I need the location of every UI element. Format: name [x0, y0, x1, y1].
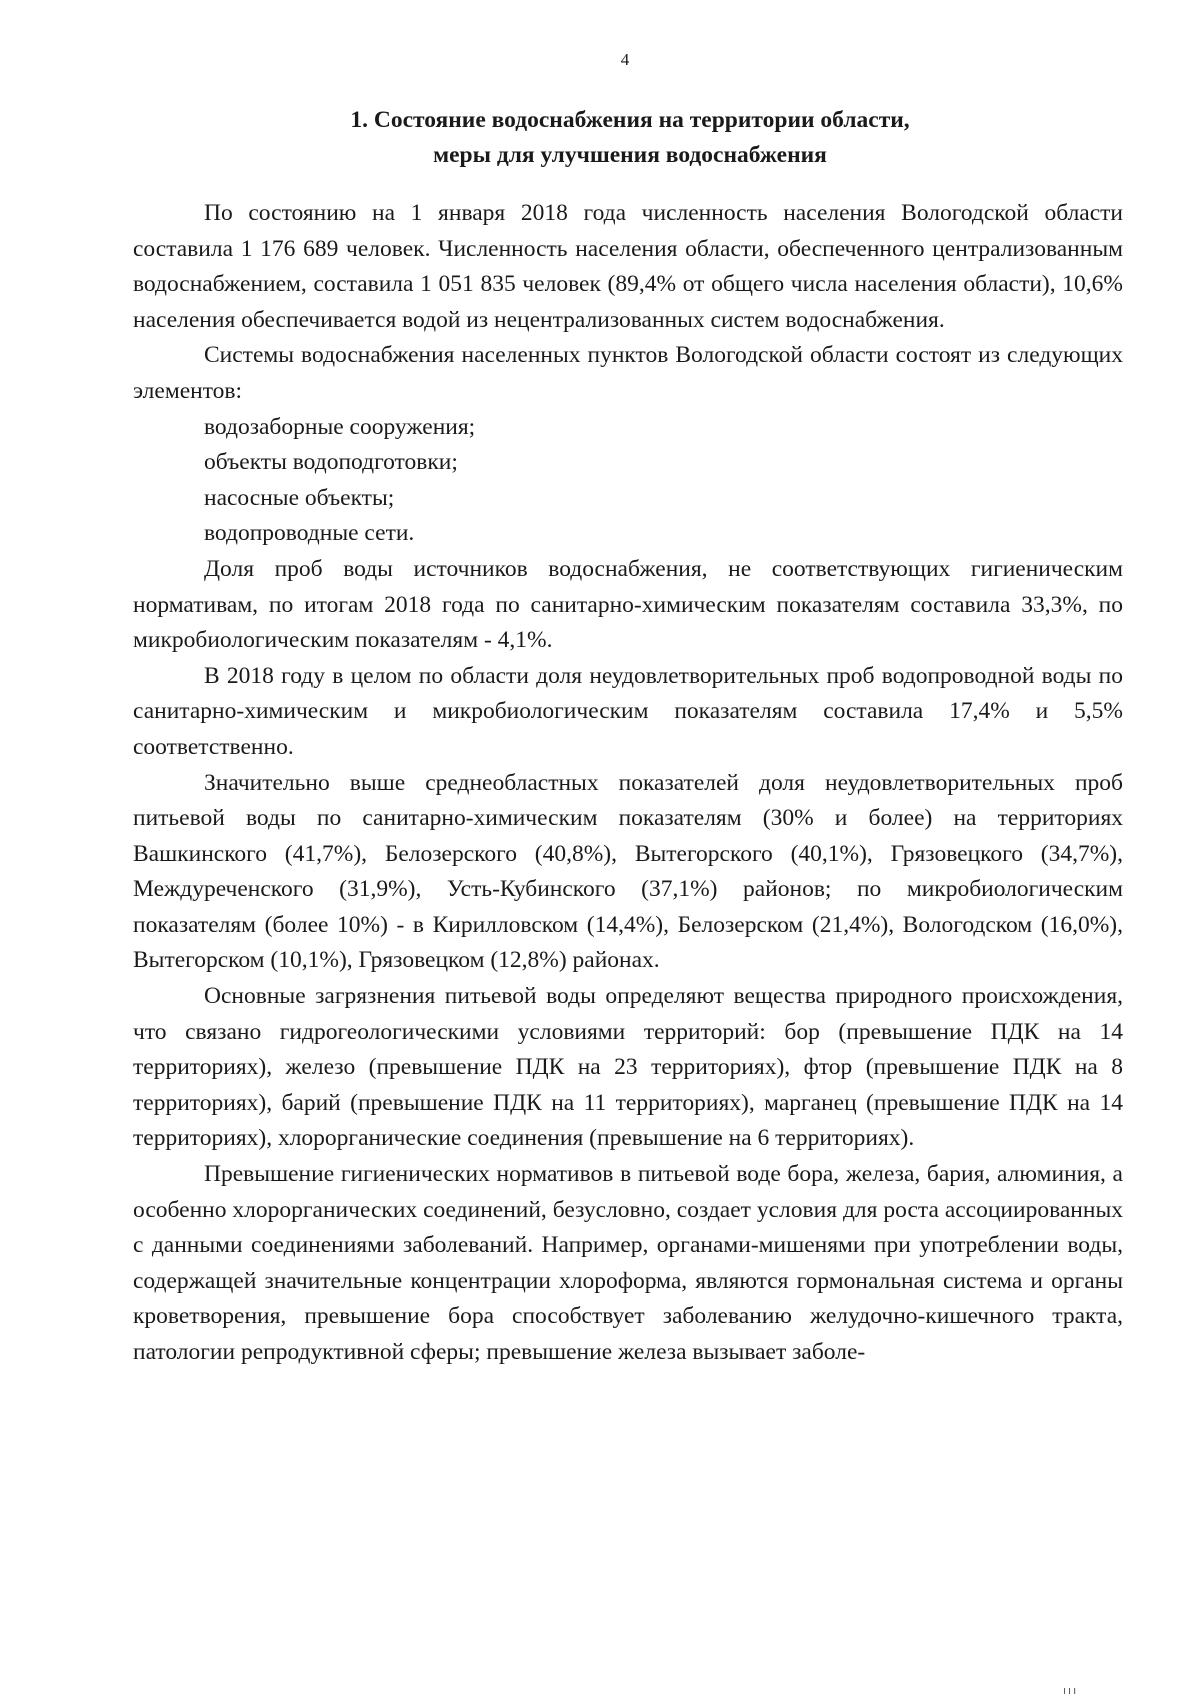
- systems-list: [133, 410, 1123, 552]
- list-item: водозаборные сооружения;: [204, 413, 476, 440]
- paragraph-contaminants: Основные загрязнения питьевой воды определяют вещества природного происхождения, что связано гидрогеологическими условиями территорий: бор (превышение ПДК на 14 территориях), железо (превышение ПДК на 23 территориях), фтор (превышение ПДК на 8 территориях), барий (превышение ПДК на 11 территориях), марганец (превышение ПДК на 14 территориях), хлорорганические соединения (превышение на 6 территориях).: [133, 983, 1123, 1152]
- list-item: объекты водоподготовки;: [204, 449, 458, 476]
- paragraph-health-effects: Превышение гигиенических нормативов в питьевой воде бора, железа, бария, алюминия, а особенно хлорорганических соединений, безусловно, создает условия для роста ассоциированных с данными соединениями заболеваний. Например, органами-мишенями при употреблении воды, содержащей значительные концентрации хлороформа, являются гормональная система и органы кроветворения, превышение бора способствует заболеванию желудочно-кишечного тракта, патологии репродуктивной сферы; превышение железа вызывает заболе-: [133, 1161, 1123, 1365]
- list-item: водопроводные сети.: [204, 520, 415, 547]
- paragraph-districts: Значительно выше среднеобластных показателей доля неудовлетворительных проб питьевой воды по санитарно-химическим показателям (30% и более) на территориях Вашкинского (41,7%), Белозерского (40,8%), Вытегорского (40,1%), Грязовецкого (34,7%), Междуреченского (31,9%), Усть-Кубинского (37,1%) районов; по микробиологическим показателям (более 10%) - в Кирилловском (14,4%), Белозерском (21,4%), Вологодском (16,0%), Вытегорском (10,1%), Грязовецком (12,8%) районах.: [133, 769, 1123, 974]
- paragraph-tap-water: В 2018 году в целом по области доля неудовлетворительных проб водопроводной воды по санитарно-химическим и микробиологическим показателям составила 17,4% и 5,5% соответственно.: [133, 662, 1123, 760]
- paragraph-source-samples: Доля проб воды источников водоснабжения, не соответствующих гигиеническим нормативам, по итогам 2018 года по санитарно-химическим показателям составила 33,3%, по микробиологическим показателям - 4,1%.: [133, 555, 1123, 654]
- section-heading: [180, 103, 1080, 173]
- section-heading-line-2: меры для улучшения водоснабжения: [433, 142, 827, 168]
- paragraph-population: По состоянию на 1 января 2018 года численность населения Вологодской области составила 1 176 689 человек. Численность населения области, обеспеченного централизованным водоснабжением, составила 1 051 835 человек (89,4% от общего числа населения области), 10,6% населения обеспечивается водой из нецентрализованных систем водоснабжения.: [133, 200, 1123, 333]
- paragraph-systems-intro: Системы водоснабжения населенных пунктов Вологодской области состоят из следующих элементов:: [133, 342, 1123, 404]
- list-item: насосные объекты;: [204, 484, 395, 511]
- page-number: 4: [620, 50, 630, 69]
- body-text: [133, 196, 1123, 1371]
- section-heading-line-1: 1. Состояние водоснабжения на территории области,: [350, 107, 910, 133]
- scan-mark: ııı: [1063, 1684, 1079, 1697]
